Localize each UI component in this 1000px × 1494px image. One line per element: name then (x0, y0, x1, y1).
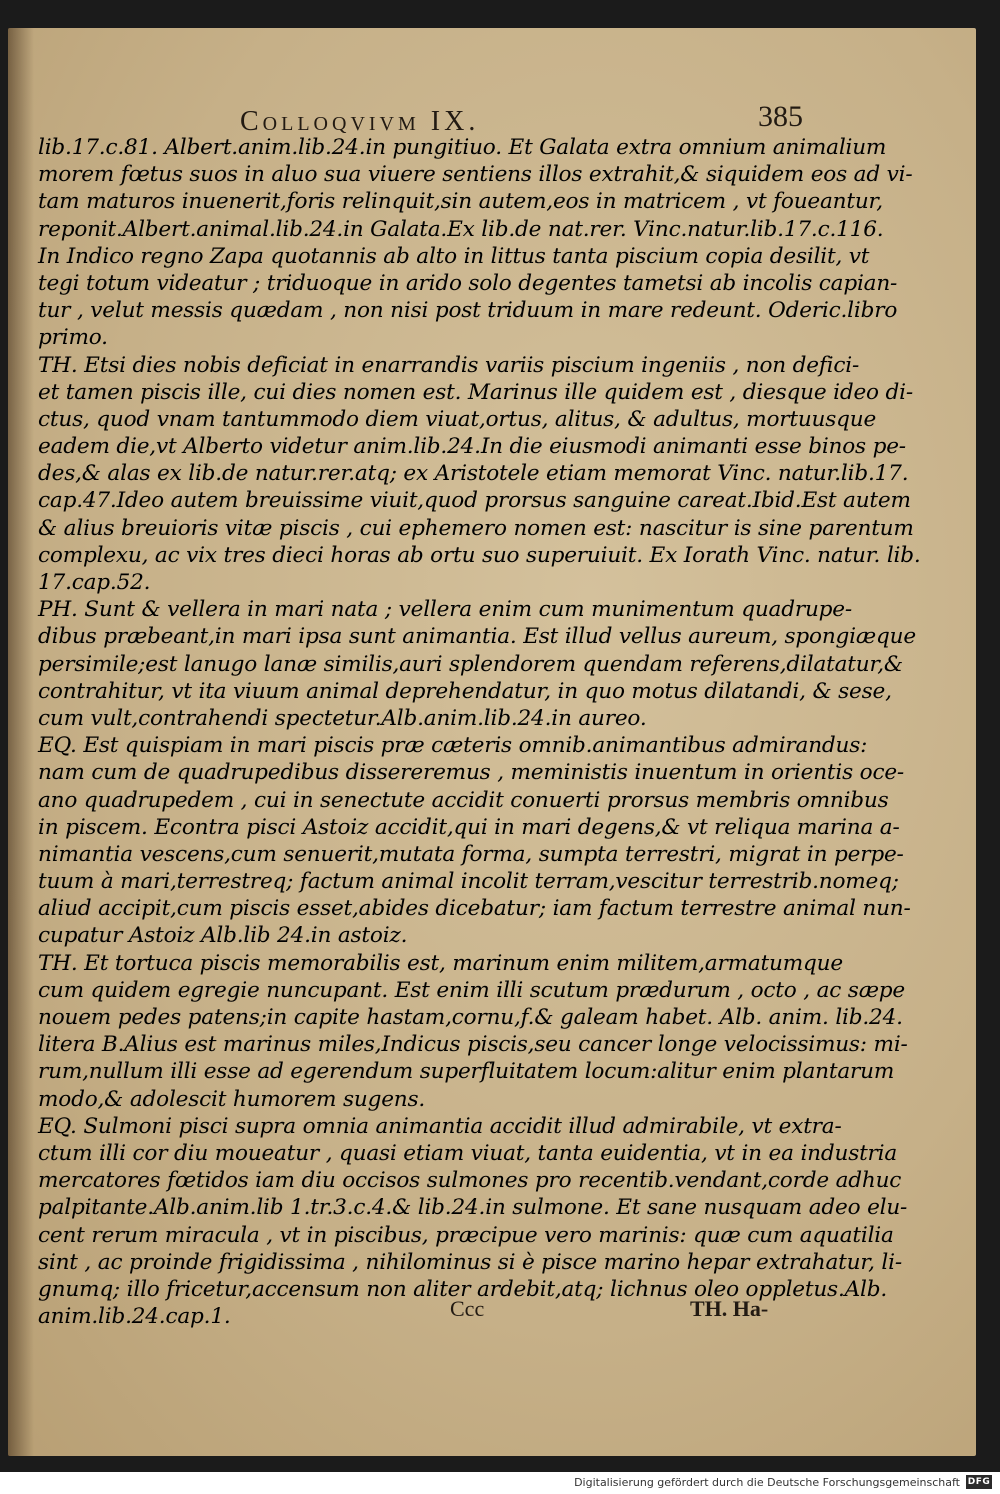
page-number: 385 (758, 100, 803, 133)
text-line: litera B.Alius est marinus miles,Indicus piscis,seu cancer longe velocissimus: mi- (38, 1032, 908, 1058)
text-line: aliud accipit,cum piscis esset,abides dicebatur; iam factum terrestre animal nun- (38, 896, 911, 922)
text-line: et tamen piscis ille, cui dies nomen est. Marinus ille quidem est , diesque ideo di- (38, 379, 913, 405)
text-line: primo. (38, 325, 108, 351)
text-line: modo,& adolescit humorem sugens. (38, 1086, 426, 1112)
text-line: rum,nullum illi esse ad egerendum superfluitatem locum:alitur enim plantarum (38, 1059, 895, 1085)
text-line: tegi totum videatur ; triduoque in arido solo degentes tametsi ab incolis capian- (38, 270, 898, 296)
text-line: anim.lib.24.cap.1. (38, 1304, 231, 1330)
text-line: cent rerum miracula , vt in piscibus, præcipue vero marinis: quæ cum aquatilia (38, 1222, 894, 1248)
text-line: TH. Et tortuca piscis memorabilis est, marinum enim militem,armatumque (38, 950, 843, 976)
text-line: cupatur Astoiz Alb.lib 24.in astoiz. (38, 923, 408, 949)
text-line: persimile;est lanugo lanæ similis,auri splendorem quendam referens,dilatatur,& (38, 651, 903, 677)
text-line: complexu, ac vix tres dieci horas ab ortu suo superuiuit. Ex Iorath Vinc. natur. lib. (38, 542, 921, 568)
text-line: contrahitur, vt ita viuum animal deprehendatur, in quo motus dilatandi, & sese, (38, 678, 892, 704)
text-line: nam cum de quadrupedibus dissereremus , meministis inuentum in orientis oce- (38, 760, 905, 786)
text-line: reponit.Albert.animal.lib.24.in Galata.Ex lib.de nat.rer. Vinc.natur.lib.17.c.116. (38, 216, 884, 242)
text-line: cum vult,contrahendi spectetur.Alb.anim.lib.24.in aureo. (38, 705, 647, 731)
text-line: PH. Sunt & vellera in mari nata ; vellera enim cum munimentum quadrupe- (38, 597, 852, 623)
text-line: TH. Etsi dies nobis deficiat in enarrandis variis piscium ingeniis , non defici- (38, 352, 860, 378)
text-line: lib.17.c.81. Albert.anim.lib.24.in pungitiuo. Et Galata extra omnium animalium (38, 135, 887, 160)
text-line: sint , ac proinde frigidissima , nihilominus si è pisce marino hepar extrahatur, li- (38, 1249, 902, 1275)
text-line: des,& alas ex lib.de natur.rer.atq; ex Aristotele etiam memorat Vinc. natur.lib.17. (38, 461, 909, 487)
text-line: ctus, quod vnam tantummodo diem viuat,ortus, alitus, & adultus, mortuusque (38, 406, 877, 432)
running-head: Colloqvivm IX. (240, 106, 480, 137)
text-line: EQ. Sulmoni pisci supra omnia animantia accidit illud admirabile, vt extra- (38, 1113, 842, 1139)
text-line: tam maturos inuenerit,foris relinquit,sin autem,eos in matricem , vt foueantur, (38, 189, 883, 215)
signature-mark: Ccc (450, 1296, 485, 1321)
text-line: dibus præbeant,in mari ipsa sunt animantia. Est illud vellus aureum, spongiæque (38, 624, 916, 650)
text-line: 17.cap.52. (38, 570, 151, 595)
text-line: cum quidem egregie nuncupant. Est enim illi scutum prædurum , octo , ac sæpe (38, 977, 905, 1003)
footer-credit: Digitalisierung gefördert durch die Deutsche Forschungsgemeinschaft (574, 1476, 960, 1489)
text-line: EQ. Est quispiam in mari piscis præ cæteris omnib.animantibus admirandus: (38, 733, 868, 759)
text-line: ano quadrupedem , cui in senectute accidit conuerti prorsus membris omnibus (38, 787, 889, 813)
text-line: tur , velut messis quædam , non nisi post triduum in mare redeunt. Oderic.libro (38, 298, 898, 324)
text-line: In Indico regno Zapa quotannis ab alto in littus tanta piscium copia desilit, vt (38, 243, 870, 269)
text-line: ctum illi cor diu moueatur , quasi etiam viuat, tanta euidentia, vt in ea industria (38, 1140, 898, 1166)
dfg-logo: DFG (967, 1477, 991, 1487)
text-line: mercatores fœtidos iam diu occisos sulmones pro recentib.vendant,corde adhuc (38, 1168, 902, 1194)
body-text (38, 134, 921, 1330)
text-line: cap.47.Ideo autem breuissime viuit,quod prorsus sanguine careat.Ibid.Est autem (38, 488, 911, 514)
text-line: nouem pedes patens;in capite hastam,cornu,f.& galeam habet. Alb. anim. lib.24. (38, 1005, 903, 1030)
text-line: gnumq; illo fricetur,accensum non aliter ardebit,atq; lichnus oleo oppletus.Alb. (38, 1276, 887, 1302)
text-line: & alius breuioris vitæ piscis , cui ephemero nomen est: nascitur is sine parentum (38, 515, 914, 541)
text-line: tuum à mari,terrestreq; factum animal incolit terram,vescitur terrestrib.nomeq; (38, 869, 899, 895)
catchword: TH. Ha- (690, 1296, 769, 1321)
text-line: nimantia vescens,cum senuerit,mutata forma, sumpta terrestri, migrat in perpe- (38, 841, 904, 867)
text-line: in piscem. Econtra pisci Astoiz accidit,qui in mari degens,& vt reliqua marina a- (38, 814, 900, 840)
text-line: palpitante.Alb.anim.lib 1.tr.3.c.4.& lib.24.in sulmone. Et sane nusquam adeo elu- (38, 1195, 908, 1221)
text-line: eadem die,vt Alberto videtur anim.lib.24.In die eiusmodi animanti esse binos pe- (38, 434, 906, 460)
page-gutter-shadow (8, 28, 34, 1456)
text-line: morem fœtus suos in aluo sua viuere sentiens illos extrahit,& siquidem eos ad vi- (38, 162, 913, 188)
